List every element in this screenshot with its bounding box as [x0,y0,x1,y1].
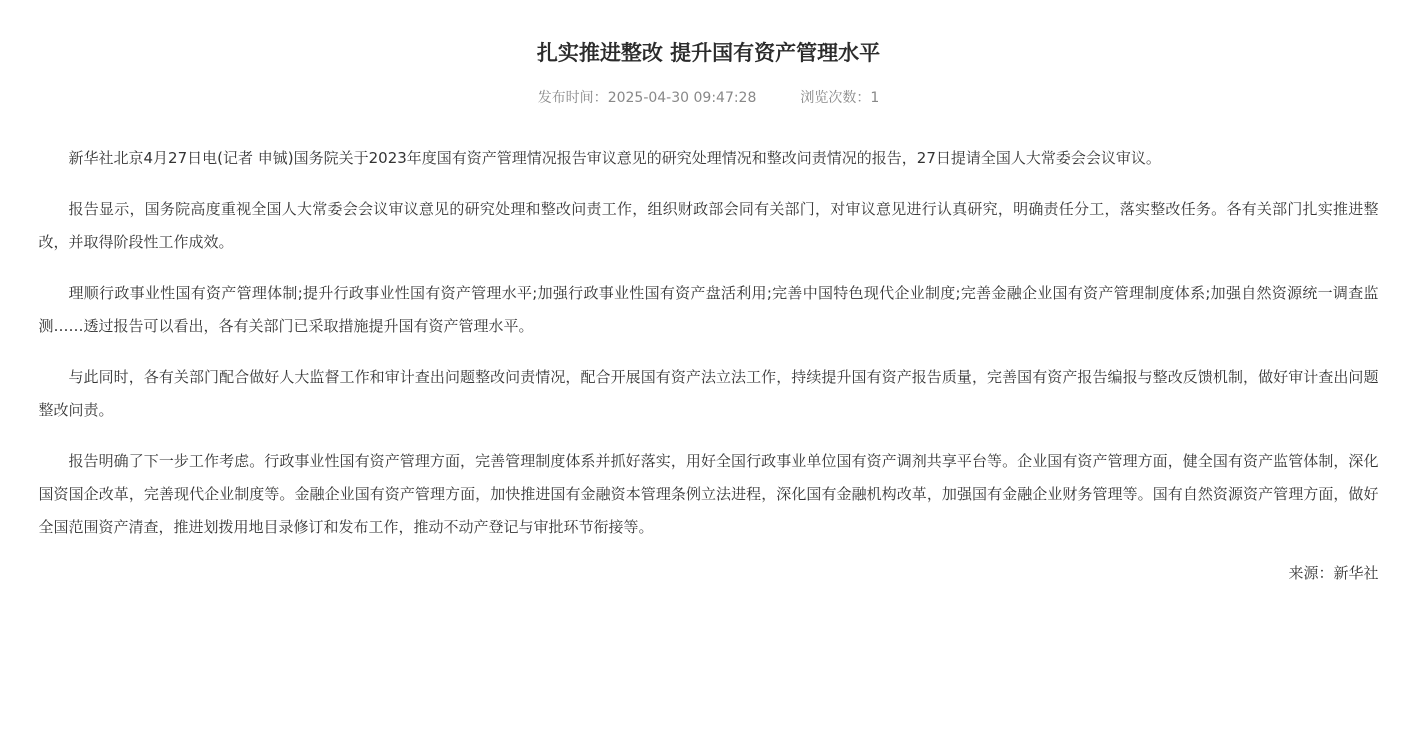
paragraph-4: 与此同时，各有关部门配合做好人大监督工作和审计查出问题整改问责情况，配合开展国有资产法立法工作，持续提升国有资产报告质量，完善国有资产报告编报与整改反馈机制，做好审计查出问题整改问责。 [38,368,1379,419]
publish-time: 2025-04-30 09:47:28 [607,90,757,106]
article [39,0,1379,584]
paragraph-2: 报告显示，国务院高度重视全国人大常委会会议审议意见的研究处理和整改问责工作，组织财政部会同有关部门，对审议意见进行认真研究，明确责任分工，落实整改任务。各有关部门扎实推进整改，并取得阶段性工作成效。 [38,200,1379,251]
view-count: 1 [870,90,880,106]
paragraph-5: 报告明确了下一步工作考虑。行政事业性国有资产管理方面，完善管理制度体系并抓好落实，用好全国行政事业单位国有资产调剂共享平台等。企业国有资产管理方面，健全国有资产监管体制，深化国资国企改革，完善现代企业制度等。金融企业国有资产管理方面，加快推进国有金融资本管理条例立法进程，深化国有金融机构改革，加强国有金融企业财务管理等。国有自然资源资产管理方面，做好全国范围资产清查，推进划拨用地目录修订和发布工作，推动不动产登记与审批环节衔接等。 [38,452,1379,536]
article-source: 来源：新华社 [1288,564,1379,582]
paragraph-3: 理顺行政事业性国有资产管理体制;提升行政事业性国有资产管理水平;加强行政事业性国有资产盘活利用;完善中国特色现代企业制度;完善金融企业国有资产管理制度体系;加强自然资源统一调查监测……透过报告可以看出，各有关部门已采取措施提升国有资产管理水平。 [38,284,1379,335]
article-body [39,142,1379,544]
view-count-label: 浏览次数： [800,90,871,106]
paragraph-1: 新华社北京4月27日电(记者 申铖)国务院关于2023年度国有资产管理情况报告审议意见的研究处理情况和整改问责情况的报告，27日提请全国人大常委会会议审议。 [68,149,1161,167]
article-title: 扎实推进整改 提升国有资产管理水平 [536,41,881,65]
article-meta [39,88,1379,108]
publish-time-label: 发布时间： [537,90,608,106]
